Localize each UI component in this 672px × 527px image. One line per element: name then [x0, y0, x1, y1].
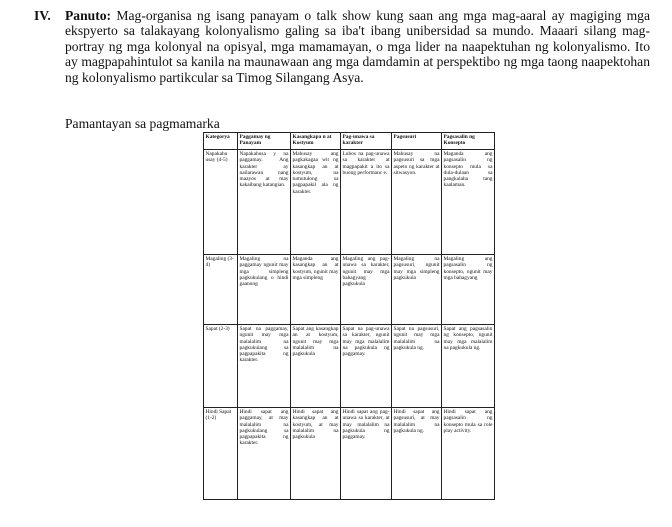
- rubric-header-row: [204, 133, 495, 150]
- row-category: Sapat (2-3): [204, 325, 238, 408]
- instructions-block: [34, 8, 650, 85]
- table-cell: Sapat na pagsusuri, ngunit may mga malalalim na pagkukula ng.: [392, 325, 442, 408]
- table-cell: Magaling ang pagsasalin ng konsepto, ngunit may mga bahagyang: [442, 255, 495, 325]
- header-paggamay: Paggamay ng Panayam: [238, 133, 291, 150]
- table-cell: Magaling na pagsusuri, ngunit may mga simpleng pagkukula: [392, 255, 442, 325]
- instructions-lead: Panuto:: [65, 8, 112, 23]
- table-cell: Maganda ang pagsasalin ng konsepto mula sa dula-dulaan sa pangkalaha tang kaalaman.: [442, 150, 495, 255]
- table-cell: Hindi sapat ang paggamay, at may malalalim na pagkukulang sa pagpapakita ng karakter.: [238, 408, 291, 500]
- row-category: Hindi Sapat (1-2): [204, 408, 238, 500]
- row-category: Napakahu usay (4-5): [204, 150, 238, 255]
- header-kasangkapan: Kasangkapa n at Kostyum: [291, 133, 341, 150]
- instructions-text: Mag-organisa ng isang panayam o talk show kung saan ang mga mag-aaral ay magiging mga ekspyerto sa talakayang kolonyalismo galing sa iba't ibang unibersidad sa mundo. Maaari silang mag-portray ng mga kolonyal na opisyal, mga mamamayan, o mga lider na naapektuhan ng kolonyalismo. Ito ay magpapahintulot sa kanila na maunawaan ang mga damdamin at perspektibo ng mga taong naapektohan ng kolonyalismo partikcular sa Timog Silangang Asya.: [65, 8, 650, 85]
- table-cell: Napakahusa y na paggamay. Ang karakter ay nailarawan nang maayos at may kakaibang katangian.: [238, 150, 291, 255]
- table-cell: Sapat na paggamay, ngunit may mga malalalim na pagkukulang sa pagpapakita ng karakter.: [238, 325, 291, 408]
- header-pag-unawa: Pag-unawa sa karakter: [341, 133, 392, 150]
- table-cell: Sapat na pag-unawa sa karakter, ngunit may mga malalalim na pagkukula ng paggamay.: [341, 325, 392, 408]
- header-pagsasalin: Pagsasalin ng Konsepto: [442, 133, 495, 150]
- table-row: [204, 408, 495, 500]
- header-pagsusuri: Pagsusuri: [392, 133, 442, 150]
- table-row: [204, 325, 495, 408]
- table-cell: Mahusay ang pagkakagaa wit ng kasangkap an at kostyum, na tumutulong sa pagpapakil ala ng karakter.: [291, 150, 341, 255]
- table-cell: Sapat ang kasangkap an at kostyum, ngunit may mga malalalim na pagkukula: [291, 325, 341, 408]
- table-row: [204, 255, 495, 325]
- section-number: IV.: [34, 8, 51, 23]
- header-kategorya: Kategorya: [204, 133, 238, 150]
- instructions-paragraph: [65, 8, 650, 85]
- table-cell: Hindi sapat ang pagsasalin ng konsepto mula sa role play activity.: [442, 408, 495, 500]
- table-cell: Hindi sapat ang pag-unawa sa karakter, at may malalalim na pagkukula ng paggamay.: [341, 408, 392, 500]
- table-cell: Lubos na pag-unawa sa karakter at magpapakit a ito sa buong performanc e.: [341, 150, 392, 255]
- table-cell: Sapat ang pagsasalin ng konsepto, ngunit may mga malalalim na pagkukula ng.: [442, 325, 495, 408]
- table-row: [204, 150, 495, 255]
- table-cell: Hindi sapat ang pagsusuri, at may malalalim na pagkukula ng.: [392, 408, 442, 500]
- rubric-title: Pamantayan sa pagmamarka: [65, 116, 220, 131]
- table-cell: Magaling ang pag-unawa sa karakter, ngunit may mga bahagyang pagkukula: [341, 255, 392, 325]
- table-cell: Mahusay na pagsusuri sa mga aspeto ng karakter at sitwasyon.: [392, 150, 442, 255]
- rubric-table: [203, 132, 495, 500]
- table-cell: Maganda ang kasangkap an at kostyum, ngunit may mga simpleng: [291, 255, 341, 325]
- table-cell: Hindi sapat ang kasangkap an at kostyum, at may malalalim na pagkukula: [291, 408, 341, 500]
- table-cell: Magaling na paggamay ngunit may mga simpleng pagkukulang o hindi gaanong: [238, 255, 291, 325]
- row-category: Magaling (3-4): [204, 255, 238, 325]
